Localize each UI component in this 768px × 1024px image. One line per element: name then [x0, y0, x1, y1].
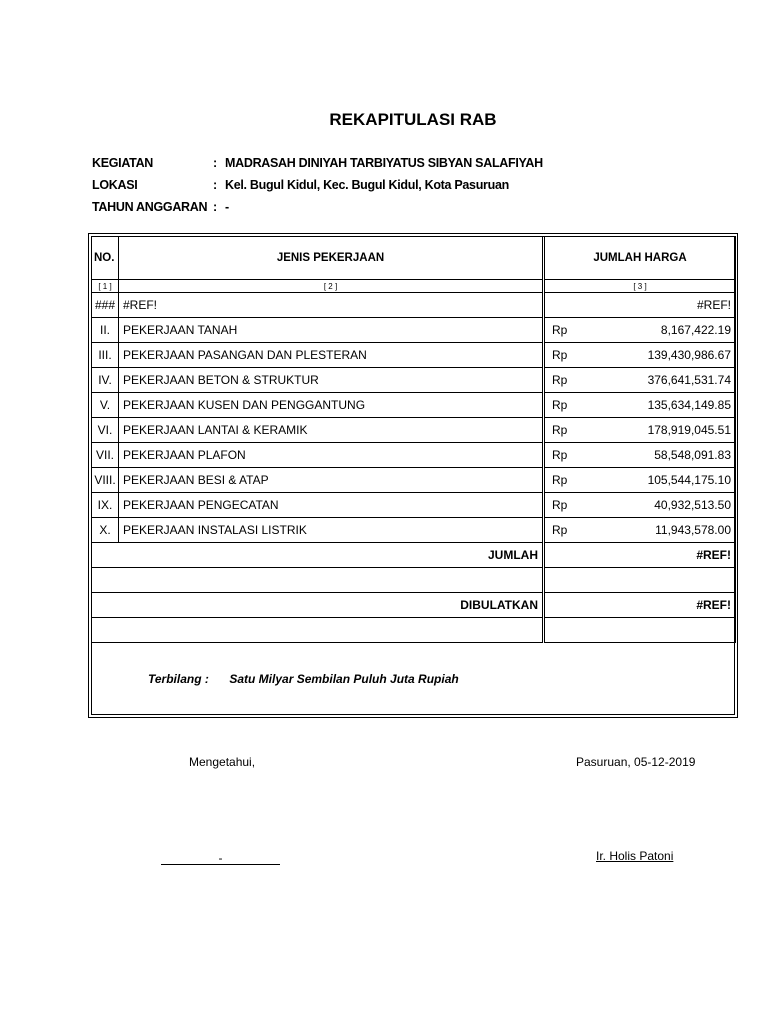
- row-amount: 40,932,513.50: [654, 498, 731, 512]
- row-amount: 178,919,045.51: [647, 423, 731, 437]
- table-row: [92, 318, 736, 343]
- table-row: [92, 443, 736, 468]
- currency-label: Rp: [552, 498, 568, 512]
- currency-label: Rp: [552, 323, 568, 337]
- blank-cell: [92, 568, 544, 593]
- row-amount: 376,641,531.74: [647, 373, 731, 387]
- row-jenis: #REF!: [119, 293, 544, 318]
- row-jenis: PEKERJAAN KUSEN DAN PENGGANTUNG: [119, 393, 544, 418]
- row-jenis: PEKERJAAN BETON & STRUKTUR: [119, 368, 544, 393]
- table-row: [92, 368, 736, 393]
- row-amount: 58,548,091.83: [654, 448, 731, 462]
- row-jenis: PEKERJAAN TANAH: [119, 318, 544, 343]
- currency-label: Rp: [552, 398, 568, 412]
- currency-label: Rp: [552, 348, 568, 362]
- index-col-1: [ 1 ]: [92, 280, 119, 293]
- info-label: LOKASI: [92, 178, 138, 192]
- row-jenis: PEKERJAAN BESI & ATAP: [119, 468, 544, 493]
- info-label: KEGIATAN: [92, 156, 154, 170]
- blank-row: [92, 568, 736, 593]
- dibulatkan-row: [92, 593, 736, 618]
- row-amount-cell: [544, 418, 736, 443]
- row-amount: 11,943,578.00: [655, 523, 731, 537]
- table-header-row: [92, 237, 736, 280]
- currency-label: Rp: [552, 423, 568, 437]
- signature-left-name: -: [161, 852, 280, 865]
- row-no: VIII.: [92, 468, 119, 493]
- row-amount: 105,544,175.10: [647, 473, 731, 487]
- info-row-lokasi: [92, 174, 543, 196]
- row-no: V.: [92, 393, 119, 418]
- row-amount-cell: [544, 493, 736, 518]
- info-separator: :: [213, 200, 218, 214]
- row-amount: 139,430,986.67: [647, 348, 731, 362]
- blank-cell: [92, 618, 544, 643]
- jumlah-value: #REF!: [544, 543, 736, 568]
- signature-right-name: Ir. Holis Patoni: [596, 849, 674, 863]
- table-row: [92, 343, 736, 368]
- index-col-3: [ 3 ]: [544, 280, 736, 293]
- header-no: NO.: [92, 237, 119, 280]
- info-label: TAHUN ANGGARAN: [92, 200, 208, 214]
- info-value: -: [225, 200, 229, 214]
- row-no: ###: [92, 293, 119, 318]
- table-row: [92, 468, 736, 493]
- signature-left-heading: Mengetahui,: [189, 755, 256, 769]
- page-title: REKAPITULASI RAB: [329, 110, 497, 129]
- row-no: IV.: [92, 368, 119, 393]
- row-amount-cell: [544, 393, 736, 418]
- blank-cell: [544, 618, 736, 643]
- terbilang-label: Terbilang :: [148, 672, 209, 686]
- currency-label: Rp: [552, 523, 568, 537]
- table-row: [92, 293, 736, 318]
- table-row: [92, 493, 736, 518]
- row-no: X.: [92, 518, 119, 543]
- row-amount-cell: [544, 468, 736, 493]
- table-row: [92, 418, 736, 443]
- info-row-kegiatan: [92, 152, 543, 174]
- info-value: Kel. Bugul Kidul, Kec. Bugul Kidul, Kota Pasuruan: [225, 178, 509, 192]
- row-amount: 135,634,149.85: [647, 398, 731, 412]
- blank-cell: [544, 568, 736, 593]
- header-jumlah-harga: JUMLAH HARGA: [544, 237, 736, 280]
- index-col-2: [ 2 ]: [119, 280, 544, 293]
- row-amount-cell: [544, 518, 736, 543]
- info-row-tahun-anggaran: [92, 196, 543, 218]
- rab-table: [91, 236, 736, 643]
- terbilang-value: Satu Milyar Sembilan Puluh Juta Rupiah: [229, 672, 459, 686]
- blank-row: [92, 618, 736, 643]
- signature-right-heading: Pasuruan, 05-12-2019: [576, 755, 696, 769]
- info-separator: :: [213, 178, 218, 192]
- info-value: MADRASAH DINIYAH TARBIYATUS SIBYAN SALAFIYAH: [225, 156, 543, 170]
- info-block: [92, 152, 543, 218]
- row-jenis: PEKERJAAN LANTAI & KERAMIK: [119, 418, 544, 443]
- info-separator: :: [213, 156, 218, 170]
- row-amount: 8,167,422.19: [660, 323, 731, 337]
- row-jenis: PEKERJAAN PENGECATAN: [119, 493, 544, 518]
- row-no: II.: [92, 318, 119, 343]
- row-no: VII.: [92, 443, 119, 468]
- row-amount-cell: [544, 368, 736, 393]
- row-no: VI.: [92, 418, 119, 443]
- row-jenis: PEKERJAAN PLAFON: [119, 443, 544, 468]
- row-jenis: PEKERJAAN PASANGAN DAN PLESTERAN: [119, 343, 544, 368]
- row-no: IX.: [92, 493, 119, 518]
- currency-label: Rp: [552, 473, 568, 487]
- table-row: [92, 393, 736, 418]
- header-jenis-pekerjaan: JENIS PEKERJAAN: [119, 237, 544, 280]
- row-no: III.: [92, 343, 119, 368]
- row-jenis: PEKERJAAN INSTALASI LISTRIK: [119, 518, 544, 543]
- dibulatkan-value: #REF!: [544, 593, 736, 618]
- row-amount: #REF!: [544, 293, 736, 318]
- table-row: [92, 518, 736, 543]
- row-amount-cell: [544, 318, 736, 343]
- table-index-row: [92, 280, 736, 293]
- jumlah-label: JUMLAH: [92, 543, 544, 568]
- currency-label: Rp: [552, 448, 568, 462]
- currency-label: Rp: [552, 373, 568, 387]
- row-amount-cell: [544, 443, 736, 468]
- row-amount-cell: [544, 343, 736, 368]
- terbilang-line: [148, 672, 459, 686]
- jumlah-row: [92, 543, 736, 568]
- dibulatkan-label: DIBULATKAN: [92, 593, 544, 618]
